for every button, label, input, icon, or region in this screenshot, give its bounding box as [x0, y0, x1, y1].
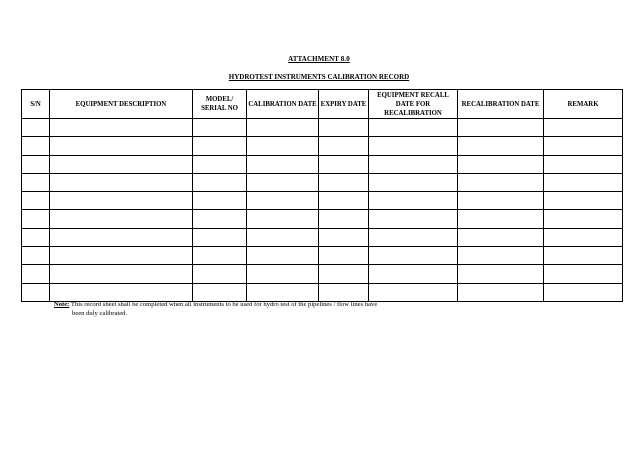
cell-calibration-date[interactable] — [247, 210, 319, 228]
cell-expiry-date[interactable] — [319, 192, 369, 210]
header-recall-date: EQUIPMENT RECALL DATE FOR RECALIBRATION — [369, 90, 458, 119]
cell-sn[interactable] — [22, 155, 50, 173]
cell-equipment-description[interactable] — [50, 119, 193, 137]
cell-sn[interactable] — [22, 119, 50, 137]
cell-model-serial[interactable] — [193, 155, 247, 173]
cell-recall-date[interactable] — [369, 173, 458, 191]
cell-equipment-description[interactable] — [50, 137, 193, 155]
cell-sn[interactable] — [22, 247, 50, 265]
cell-expiry-date[interactable] — [319, 173, 369, 191]
table-row — [22, 283, 623, 301]
cell-remark[interactable] — [544, 247, 623, 265]
cell-remark[interactable] — [544, 192, 623, 210]
cell-recall-date[interactable] — [369, 210, 458, 228]
cell-recall-date[interactable] — [369, 137, 458, 155]
cell-recall-date[interactable] — [369, 247, 458, 265]
table-row — [22, 265, 623, 283]
cell-remark[interactable] — [544, 173, 623, 191]
table-row — [22, 247, 623, 265]
attachment-number: ATTACHMENT 8.0 — [288, 55, 350, 63]
cell-expiry-date[interactable] — [319, 210, 369, 228]
cell-expiry-date[interactable] — [319, 228, 369, 246]
note-line-2: been duly calibrated. — [72, 310, 128, 317]
cell-remark[interactable] — [544, 210, 623, 228]
cell-model-serial[interactable] — [193, 119, 247, 137]
cell-calibration-date[interactable] — [247, 192, 319, 210]
cell-calibration-date[interactable] — [247, 283, 319, 301]
cell-calibration-date[interactable] — [247, 173, 319, 191]
cell-remark[interactable] — [544, 283, 623, 301]
cell-expiry-date[interactable] — [319, 283, 369, 301]
cell-recall-date[interactable] — [369, 283, 458, 301]
cell-recall-date[interactable] — [369, 228, 458, 246]
header-recalibration-date: RECALIBRATION DATE — [458, 90, 544, 119]
table-body — [22, 119, 623, 302]
cell-sn[interactable] — [22, 265, 50, 283]
cell-equipment-description[interactable] — [50, 192, 193, 210]
cell-remark[interactable] — [544, 228, 623, 246]
cell-calibration-date[interactable] — [247, 137, 319, 155]
table-row — [22, 210, 623, 228]
cell-expiry-date[interactable] — [319, 119, 369, 137]
cell-equipment-description[interactable] — [50, 283, 193, 301]
cell-recalibration-date[interactable] — [458, 228, 544, 246]
cell-recall-date[interactable] — [369, 192, 458, 210]
cell-sn[interactable] — [22, 192, 50, 210]
header-sn: S/N — [22, 90, 50, 119]
cell-calibration-date[interactable] — [247, 155, 319, 173]
table-row — [22, 137, 623, 155]
cell-model-serial[interactable] — [193, 192, 247, 210]
cell-recalibration-date[interactable] — [458, 192, 544, 210]
table-row — [22, 228, 623, 246]
cell-sn[interactable] — [22, 173, 50, 191]
cell-recalibration-date[interactable] — [458, 137, 544, 155]
cell-equipment-description[interactable] — [50, 173, 193, 191]
cell-sn[interactable] — [22, 137, 50, 155]
cell-recall-date[interactable] — [369, 155, 458, 173]
cell-sn[interactable] — [22, 210, 50, 228]
cell-model-serial[interactable] — [193, 137, 247, 155]
cell-recalibration-date[interactable] — [458, 155, 544, 173]
cell-equipment-description[interactable] — [50, 247, 193, 265]
cell-recall-date[interactable] — [369, 119, 458, 137]
cell-calibration-date[interactable] — [247, 228, 319, 246]
cell-sn[interactable] — [22, 228, 50, 246]
cell-remark[interactable] — [544, 137, 623, 155]
cell-expiry-date[interactable] — [319, 265, 369, 283]
header-remark: REMARK — [544, 90, 623, 119]
table-row — [22, 155, 623, 173]
cell-model-serial[interactable] — [193, 173, 247, 191]
cell-equipment-description[interactable] — [50, 228, 193, 246]
cell-recalibration-date[interactable] — [458, 210, 544, 228]
cell-remark[interactable] — [544, 119, 623, 137]
cell-equipment-description[interactable] — [50, 265, 193, 283]
note — [54, 300, 474, 318]
calibration-record-table — [21, 89, 623, 302]
cell-calibration-date[interactable] — [247, 119, 319, 137]
note-text-1: This record sheet shall be completed when all instruments to be used for hydro test of the pipelines / flow lines have — [69, 301, 378, 308]
cell-model-serial[interactable] — [193, 283, 247, 301]
note-label: Note: — [54, 301, 70, 308]
table-row — [22, 173, 623, 191]
cell-calibration-date[interactable] — [247, 265, 319, 283]
cell-recalibration-date[interactable] — [458, 283, 544, 301]
cell-recalibration-date[interactable] — [458, 265, 544, 283]
header-expiry-date: EXPIRY DATE — [319, 90, 369, 119]
table-row — [22, 192, 623, 210]
cell-recalibration-date[interactable] — [458, 173, 544, 191]
record-title: HYDROTEST INSTRUMENTS CALIBRATION RECORD — [228, 73, 410, 81]
table-row — [22, 119, 623, 137]
cell-recalibration-date[interactable] — [458, 247, 544, 265]
cell-sn[interactable] — [22, 283, 50, 301]
cell-model-serial[interactable] — [193, 265, 247, 283]
cell-remark[interactable] — [544, 155, 623, 173]
cell-model-serial[interactable] — [193, 210, 247, 228]
note-line-1 — [54, 300, 474, 309]
cell-expiry-date[interactable] — [319, 247, 369, 265]
header-calibration-date: CALIBRATION DATE — [247, 90, 319, 119]
cell-equipment-description[interactable] — [50, 210, 193, 228]
cell-remark[interactable] — [544, 265, 623, 283]
cell-model-serial[interactable] — [193, 228, 247, 246]
cell-expiry-date[interactable] — [319, 155, 369, 173]
cell-expiry-date[interactable] — [319, 137, 369, 155]
header-model-serial: MODEL/ SERIAL NO — [193, 90, 247, 119]
cell-model-serial[interactable] — [193, 247, 247, 265]
table-header-row — [22, 90, 623, 119]
cell-recall-date[interactable] — [369, 265, 458, 283]
cell-equipment-description[interactable] — [50, 155, 193, 173]
header-equipment-description: EQUIPMENT DESCRIPTION — [50, 90, 193, 119]
cell-recalibration-date[interactable] — [458, 119, 544, 137]
cell-calibration-date[interactable] — [247, 247, 319, 265]
